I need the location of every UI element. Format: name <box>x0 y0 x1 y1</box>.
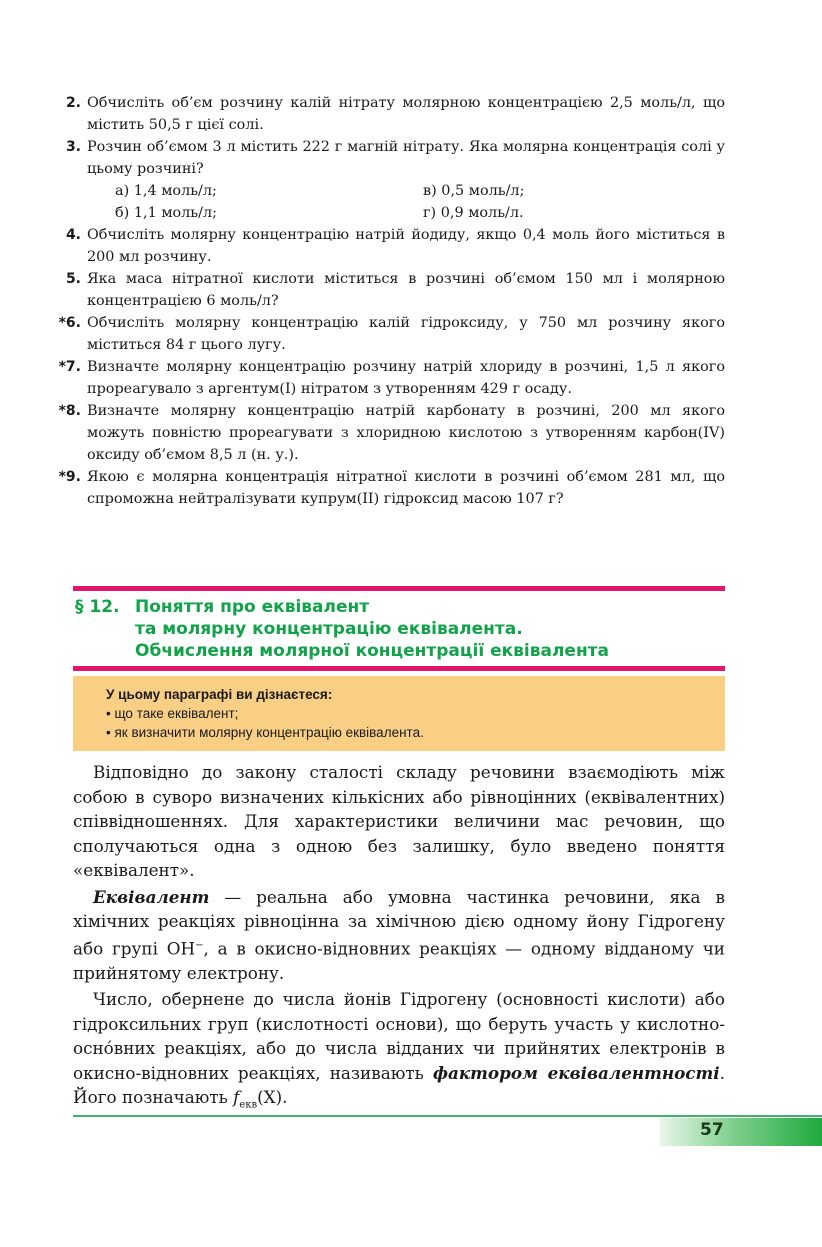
term-equivalent: Еквівалент <box>93 886 210 907</box>
paragraph-2 <box>73 885 725 986</box>
paragraph-1: Відповідно до закону сталості складу речовини взаємодіють між собою в суворо визначених кількісних або рівноцінних (еквівалентних) співвідношеннях. Для характеристики величини мас речовин, що сполучаються одна з одною без залишку, було введено поняття «еквівалент». <box>73 762 725 880</box>
section-heading <box>75 596 725 662</box>
problem-number: 3. <box>65 139 81 155</box>
paragraph-3-text-mid: . Його позначають <box>73 1062 725 1108</box>
learning-goals-title: У цьому параграфі ви дізнаєтеся: <box>106 687 333 702</box>
body-text <box>73 760 725 1118</box>
section-title-line-1: Поняття про еквівалент <box>135 597 370 617</box>
problem-8 <box>58 400 725 466</box>
learning-goals-box <box>73 676 725 751</box>
learning-goal-item: • як визначити молярну концентрацію еквівалента. <box>106 725 424 740</box>
problem-6 <box>58 312 725 356</box>
learning-goal-item: • що таке еквівалент; <box>106 706 239 721</box>
problem-2 <box>65 92 725 136</box>
page-number-tab <box>660 1118 822 1146</box>
problem-text: Обчисліть молярну концентрацію калій гідроксиду, у 750 мл розчину якого міститься 84 г цього лугу. <box>87 315 725 353</box>
section-rule-bottom <box>73 666 725 671</box>
problem-text: Обчисліть об’єм розчину калій нітрату молярною концентрацією 2,5 моль/л, що містить 50,5 г цієї солі. <box>87 95 725 133</box>
problem-text: Яка маса нітратної кислоти міститься в розчині об’ємом 150 мл і молярною концентрацією 6 моль/л? <box>87 271 725 309</box>
paragraph-3-text: Число, обернене до числа йонів Гідрогену (основності кислоти) або гідроксильних груп (кислотності основи), що беруть участь у кислотно-осно́вних реакціях, або до числа відданих чи прийнятих електронів в окисно-відновних реакціях, називають <box>73 989 725 1083</box>
page-number: 57 <box>700 1120 724 1140</box>
section-title-line-3: Обчислення молярної концентрації еквівалента <box>135 641 610 661</box>
problem-4 <box>65 224 725 268</box>
footer-line <box>73 1115 822 1117</box>
problem-9 <box>58 466 725 510</box>
problem-7 <box>58 356 725 400</box>
option-a: а) 1,4 моль/л; <box>115 183 217 199</box>
problem-number: *7. <box>58 359 81 375</box>
problem-text: Визначте молярну концентрацію розчину натрій хлориду в розчині, 1,5 л якого прореагувало з аргентум(І) нітратом з утворенням 429 г осаду. <box>87 359 725 397</box>
problem-number: *6. <box>58 315 81 331</box>
problem-number: *8. <box>58 403 81 419</box>
problem-list <box>58 92 725 510</box>
answer-options <box>115 180 725 224</box>
problem-number: 2. <box>65 95 81 111</box>
problem-5 <box>65 268 725 312</box>
problem-number: 5. <box>65 271 81 287</box>
problem-text: Визначте молярну концентрацію натрій карбонату в розчині, 200 мл якого можуть повністю прореагувати з хлоридною кислотою з утворенням карбон(IV) оксиду об’ємом 8,5 л (н. у.). <box>87 403 725 463</box>
problem-number: 4. <box>65 227 81 243</box>
formula-argument: (X). <box>257 1087 288 1108</box>
section-number: § 12. <box>75 597 120 617</box>
formula-subscript: екв <box>239 1099 258 1111</box>
section-title-line-2: та молярну концентрацію еквівалента. <box>135 619 523 639</box>
problem-number: *9. <box>58 469 81 485</box>
paragraph-2-text: — реальна або умовна частинка речовини, яка в хімічних реакціях рівноцінна за хімічною дією одному йону Гідрогену або групі OH <box>73 886 725 959</box>
problem-text: Обчисліть молярну концентрацію натрій йодиду, якщо 0,4 моль його міститься в 200 мл розчину. <box>87 227 725 265</box>
option-g: г) 0,9 моль/л. <box>423 205 524 221</box>
superscript-minus: − <box>195 939 204 951</box>
problem-3 <box>65 136 725 180</box>
section-rule-top <box>73 586 725 591</box>
paragraph-3 <box>73 987 725 1118</box>
term-equivalence-factor: фактором еквівалентності <box>432 1062 720 1083</box>
formula-f: f <box>233 1087 240 1108</box>
problem-text: Якою є молярна концентрація нітратної кислоти в розчині об’ємом 281 мл, що спроможна нейтралізувати купрум(ІІ) гідроксид масою 107 г? <box>87 469 725 507</box>
option-v: в) 0,5 моль/л; <box>423 183 525 199</box>
paragraph-2-text-end: , а в окисно-відновних реакціях — одному відданому чи прийнятому електрону. <box>73 938 725 983</box>
option-b: б) 1,1 моль/л; <box>115 205 217 221</box>
problem-text: Розчин об’ємом 3 л містить 222 г магній нітрату. Яка молярна концентрація солі у цьому розчині? <box>87 139 725 177</box>
